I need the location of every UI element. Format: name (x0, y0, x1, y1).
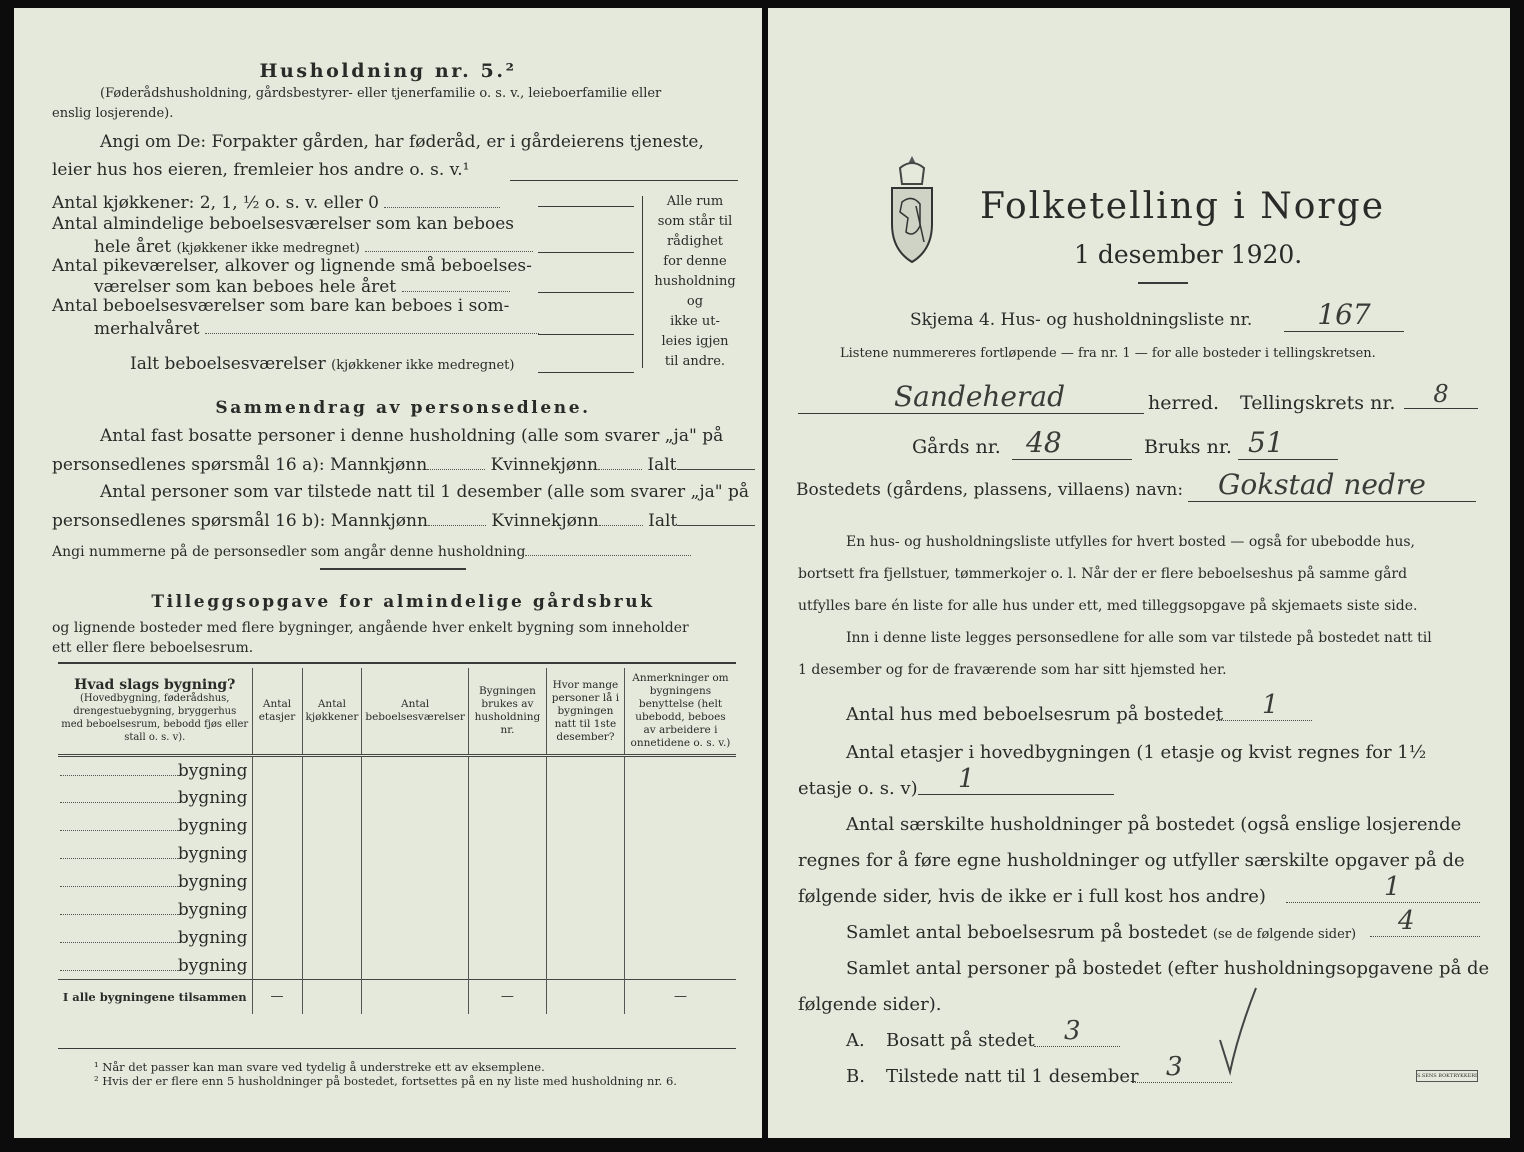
total-rooms-label: Ialt beboelsesværelser (kjøkkener ikke medregnet) (130, 354, 515, 374)
room-brace (642, 196, 643, 368)
table-row: bygning (58, 784, 736, 812)
table-row: bygning (58, 756, 736, 784)
schema-number: 167 (1284, 298, 1404, 332)
table-bottom-rule (58, 1048, 736, 1049)
summer-rooms-label: Antal beboelsesværelser som bare kan beboes i som- (52, 296, 510, 316)
room-side-note: Alle rum som står til rådighet for denne husholdning og ikke ut- leies igjen til andre. (654, 194, 736, 369)
gards-label: Gårds nr. (912, 436, 1001, 458)
herred-label: herred. (1148, 392, 1220, 414)
summary-numbers-label: Angi nummerne på de personsedler som angår denne husholdning (52, 540, 691, 560)
footnote-2: ² Hvis der er flere enn 5 husholdninger på bostedet, fortsettes på en ny liste med husholdning nr. 6. (94, 1074, 677, 1088)
numbering-note: Listene nummereres fortløpende — fra nr. 1 — for alle bosteder i tellingskretsen. (840, 346, 1376, 361)
summary-resident-1: Antal fast bosatte personer i denne husholdning (alle som svarer „ja" på (100, 426, 724, 446)
table-top-rule (58, 662, 736, 664)
bruks-value: 51 (1238, 426, 1338, 460)
instruction-3: utfylles bare én liste for alle hus under ett, med tilleggsopgave på skjemaets siste side. (798, 598, 1418, 614)
col-building-type: Hvad slags bygning? (Hovedbygning, føderådshus, drengestuebygning, bryggerhus med beboelsesrum, bebodd fjøs eller stall o. s. v). (58, 668, 252, 756)
table-row: bygning (58, 840, 736, 868)
summer-rooms-label-2: merhalvåret (94, 318, 539, 339)
household-question-1: Angi om De: Forpakter gården, har føderåd, er i gårdeierens tjeneste, (100, 132, 704, 152)
title-divider (1138, 282, 1188, 284)
question-underline (510, 180, 738, 181)
household-intro-note-2: enslig losjerende). (52, 106, 174, 121)
household-question-2: leier hus hos eieren, fremleier hos andre o. s. v.¹ (52, 160, 470, 180)
col-persons: Hvor mange personer lå i bygningen natt til 1ste desember? (546, 668, 624, 756)
bosted-label: Bostedets (gårdens, plassens, villaens) navn: (796, 480, 1184, 500)
rooms-label: Samlet antal beboelsesrum på bostedet (se de følgende sider) (846, 922, 1357, 943)
kitchens-label: Antal kjøkkener: 2, 1, ½ o. s. v. eller 0 (52, 192, 500, 213)
check-mark-icon (1212, 984, 1262, 1076)
tellingskrets-label: Tellingskrets nr. (1240, 392, 1396, 414)
gards-value: 48 (1012, 426, 1132, 460)
census-title: Folketelling i Norge (980, 186, 1385, 227)
room-answer-line-3 (538, 292, 634, 293)
instruction-4: Inn i denne liste legges personsedlene for alle som var tilstede på bostedet natt til (846, 630, 1432, 646)
instruction-1: En hus- og husholdningsliste utfylles for hvert bosted — også for ubebodde hus, (846, 534, 1415, 550)
section-divider (320, 568, 466, 570)
summary-present-2: personsedlenes spørsmål 16 b): Mannkjønn Kvinnekjønn Ialt (52, 510, 755, 531)
a-text: Bosatt på stedet (886, 1030, 1035, 1051)
household-title: Husholdning nr. 5.² (259, 60, 517, 82)
right-page (768, 8, 1510, 1138)
supplement-text-1: og lignende bosteder med flere bygninger, angående hver enkelt bygning som inneholder (52, 620, 689, 636)
households-value: 1 (1286, 872, 1480, 903)
footnote-1: ¹ Når det passer kan man svare ved tydelig å understreke ett av eksemplene. (94, 1060, 545, 1074)
persons-label-1: Samlet antal personer på bostedet (efter husholdningsopgavene på de (846, 958, 1490, 979)
instruction-5: 1 desember og for de fraværende som har sitt hjemsted her. (798, 662, 1227, 678)
floors-value: 1 (918, 764, 1114, 795)
maid-rooms-label: Antal pikeværelser, alkover og lignende små beboelses- (52, 256, 532, 276)
col-rooms: Antal beboelsesværelser (362, 668, 469, 756)
tellingskrets-value: 8 (1404, 380, 1478, 409)
room-answer-line-4 (538, 334, 634, 335)
persons-label-2: følgende sider). (798, 994, 942, 1015)
floors-label-1: Antal etasjer i hovedbygningen (1 etasje og kvist regnes for 1½ (846, 742, 1427, 763)
table-row: bygning (58, 924, 736, 952)
summary-title: Sammendrag av personsedlene. (215, 398, 591, 418)
census-date: 1 desember 1920. (1074, 240, 1303, 269)
table-row: bygning (58, 896, 736, 924)
left-page (14, 8, 762, 1138)
b-text: Tilstede natt til 1 desember (886, 1066, 1139, 1087)
room-answer-line-1 (538, 206, 634, 207)
col-kitchens: Antal kjøkkener (302, 668, 362, 756)
households-label-3: følgende sider, hvis de ikke er i full kost hos andre) (798, 886, 1266, 907)
summary-present-1: Antal personer som var tilstede natt til 1 desember (alle som svarer „ja" på (100, 482, 750, 502)
room-total-line (538, 372, 634, 373)
households-label-2: regnes for å føre egne husholdninger og utfyller særskilte opgaver på de (798, 850, 1465, 871)
b-value: 3 (1132, 1052, 1232, 1083)
rooms-value: 4 (1370, 906, 1480, 937)
b-label: B. (846, 1066, 865, 1087)
a-label: A. (846, 1030, 865, 1051)
printer-stamp: S.SENS BOKTRYKKERI (1416, 1070, 1478, 1082)
ordinary-rooms-label-2: hele året (kjøkkener ikke medregnet) (94, 236, 533, 257)
summary-resident-2: personsedlenes spørsmål 16 a): Mannkjønn Kvinnekjønn Ialt (52, 454, 755, 475)
ordinary-rooms-label: Antal almindelige beboelsesværelser som kan beboes (52, 214, 514, 234)
table-row: bygning (58, 952, 736, 980)
bruks-label: Bruks nr. (1144, 436, 1232, 458)
floors-label-2: etasje o. s. v) (798, 778, 918, 799)
supplement-title: Tilleggsopgave for almindelige gårdsbruk (151, 592, 655, 612)
col-remarks: Anmerkninger om bygningens benyttelse (helt ubebodd, beboes av arbeidere i onnetidene o. s. v.) (624, 668, 736, 756)
instruction-2: bortsett fra fjellstuer, tømmerkojer o. l. Når der er flere beboelseshus på samme gård (798, 566, 1408, 582)
households-label-1: Antal særskilte husholdninger på bostedet (også enslige losjerende (846, 814, 1462, 835)
herred-value: Sandeherad (798, 380, 1144, 414)
bosted-value: Gokstad nedre (1188, 468, 1476, 502)
col-floors: Antal etasjer (252, 668, 302, 756)
maid-rooms-label-2: værelser som kan beboes hele året (94, 276, 510, 297)
room-answer-line-2 (538, 252, 634, 253)
building-table (58, 668, 736, 1014)
col-household: Bygningen brukes av husholdning nr. (468, 668, 546, 756)
household-intro-note: (Føderådshusholdning, gårdsbestyrer- eller tjenerfamilie o. s. v., leieboerfamilie eller (100, 86, 662, 101)
a-value: 3 (1034, 1016, 1120, 1047)
supplement-text-2: ett eller flere beboelsesrum. (52, 640, 254, 656)
table-row: bygning (58, 868, 736, 896)
schema-label: Skjema 4. Hus- og husholdningsliste nr. (910, 310, 1253, 330)
houses-label: Antal hus med beboelsesrum på bostedet (846, 704, 1224, 725)
houses-value: 1 (1216, 690, 1312, 721)
norway-coat-of-arms-icon (886, 154, 938, 266)
table-row: bygning (58, 812, 736, 840)
table-total-row: I alle bygningene tilsammen — — — (58, 980, 736, 1014)
